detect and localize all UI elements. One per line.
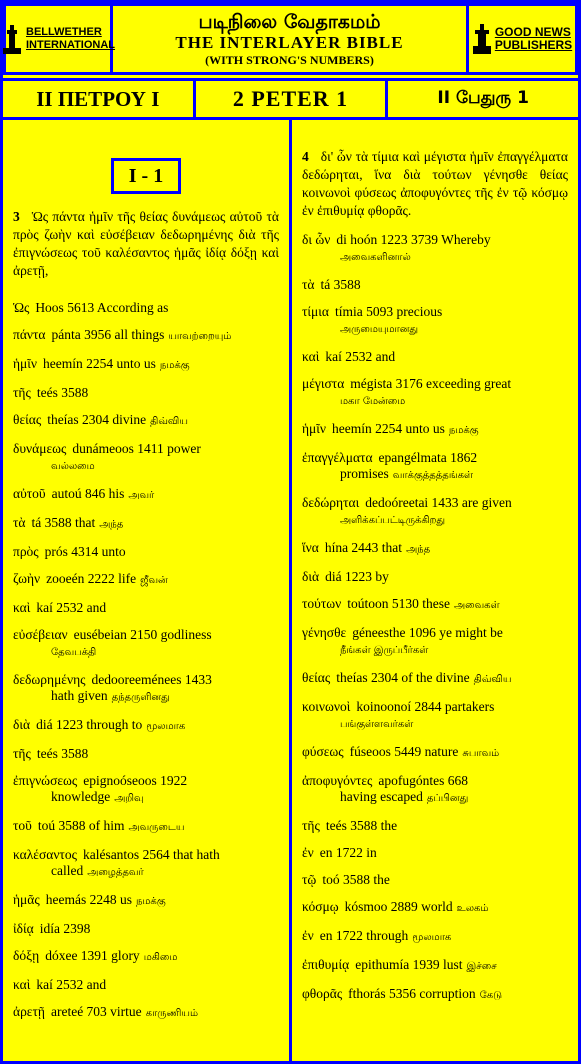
word-entry (302, 899, 568, 917)
word-entry (13, 515, 279, 533)
candle-emblem-icon (1, 22, 23, 56)
word-entry-line (13, 948, 279, 966)
word-entry-line (13, 847, 279, 863)
tamil-gloss: அவருடைய (128, 822, 185, 833)
verse-number: 3 (13, 209, 20, 224)
word-entry (13, 921, 279, 937)
word-entry-line (13, 717, 279, 735)
word-entry-continuation (302, 641, 568, 659)
word-entry-line (302, 376, 568, 392)
greek-word: καλέσαντος (13, 847, 77, 862)
tamil-gloss: மூலமாக (412, 932, 452, 943)
word-entry (13, 948, 279, 966)
greek-word: τῆς (302, 818, 320, 833)
word-entry (302, 625, 568, 659)
word-entry-line (13, 441, 279, 457)
word-entry-line (302, 450, 568, 466)
word-entry-line (13, 486, 279, 504)
greek-word: θείας (302, 670, 331, 685)
goodnews-logo-text (495, 26, 572, 52)
word-entry-line (302, 872, 568, 888)
left-word-list (13, 300, 279, 1022)
word-entry (13, 544, 279, 560)
word-entry-line (302, 596, 568, 614)
bellwether-logo-box (3, 3, 116, 75)
tamil-gloss: கேடு (479, 990, 503, 1001)
word-entry-line (13, 571, 279, 589)
book-greek: ΙΙ ΠΕΤΡΟΥ Ι (36, 86, 160, 111)
word-entry (302, 349, 568, 365)
word-entry-line (302, 304, 568, 320)
tamil-gloss: நீங்கள் இருப்பீர்கள் (340, 645, 429, 656)
gloss: tá 3588 that (31, 515, 96, 530)
word-entry (302, 232, 568, 266)
gloss: prós 4314 unto (44, 544, 126, 559)
right-column (292, 120, 578, 1061)
word-entry (13, 300, 279, 316)
gloss: mégista 3176 exceeding great (350, 376, 512, 391)
gloss: Hoos 5613 According as (35, 300, 169, 315)
word-entry-line (13, 412, 279, 430)
gloss: areteé 703 virtue (50, 1004, 142, 1019)
greek-word: Ὡς (13, 300, 30, 315)
gloss-continuation: hath given (51, 688, 108, 703)
gloss-continuation: having escaped (340, 789, 423, 804)
word-entry (302, 773, 568, 807)
gloss: apofugóntes 668 (378, 773, 468, 788)
gloss: tá 3588 (320, 277, 361, 292)
word-entry-line (13, 773, 279, 789)
tamil-gloss: திவ்விய (150, 416, 188, 427)
tamil-gloss: நமக்கு (159, 360, 190, 371)
tamil-gloss: காருணியம் (145, 1008, 199, 1019)
tamil-gloss: சுபாவம் (462, 748, 500, 759)
word-entry-line (302, 818, 568, 834)
book-tamil: II பேதுரு 1 (385, 81, 578, 117)
word-entry-continuation (302, 466, 568, 484)
gloss: en 1722 through (319, 928, 409, 943)
tamil-gloss: தப்பினது (426, 793, 469, 804)
word-entry (13, 571, 279, 589)
tamil-gloss: அறிவு (114, 793, 144, 804)
word-entry (302, 670, 568, 688)
goodnews-logo-box (466, 3, 578, 75)
word-entry-line (302, 670, 568, 688)
gloss: heemín 2254 unto us (332, 421, 445, 436)
greek-word: ἀρετῇ (13, 1004, 45, 1019)
greek-word: τῆς (13, 746, 31, 761)
word-entry (13, 385, 279, 401)
word-entry (302, 957, 568, 975)
tamil-gloss: நமக்கு (448, 425, 479, 436)
gloss: eusébeian 2150 godliness (73, 627, 212, 642)
greek-word: γένησθε (302, 625, 347, 640)
word-entry-line (13, 977, 279, 993)
tamil-gloss: பங்குள்ளவர்கள் (340, 719, 414, 730)
greek-word: ἡμῖν (302, 421, 327, 436)
word-entry-continuation (13, 643, 279, 661)
tamil-gloss: அவர் (128, 490, 155, 501)
word-entry-line (13, 515, 279, 533)
tamil-gloss: அழைத்தவர் (87, 867, 144, 878)
tamil-gloss: வல்லமை (51, 461, 95, 472)
word-entry (13, 327, 279, 345)
word-entry (13, 892, 279, 910)
word-entry-line (302, 699, 568, 715)
greek-word: πάντα (13, 327, 46, 342)
word-entry-line (13, 672, 279, 688)
word-entry (13, 1004, 279, 1022)
word-entry-line (302, 845, 568, 861)
greek-word: τίμια (302, 304, 329, 319)
verse-text: δι' ὧν τὰ τίμια καὶ μέγιστα ἡμῖν ἐπαγγέλματα δεδώρηται, ἵνα διὰ τούτων γένησθε θείας κοινωνοὶ φύσεως ἀποφυγόντες τῆς ἐν τῷ κόσμῳ ἐν ἐπιθυμίᾳ φθορᾶς. (302, 149, 568, 218)
word-entry (302, 845, 568, 861)
greek-word: δεδώρηται (302, 495, 360, 510)
word-entry-line (302, 277, 568, 293)
word-entry (302, 744, 568, 762)
word-entry (13, 977, 279, 993)
greek-word: φύσεως (302, 744, 344, 759)
gloss: zooeén 2222 life (46, 571, 137, 586)
page-subtitle: (WITH STRONG'S NUMBERS) (205, 53, 374, 67)
greek-word: δι ὧν (302, 232, 331, 247)
word-entry (302, 699, 568, 733)
gloss: toútoon 5130 these (347, 596, 451, 611)
page-title: THE INTERLAYER BIBLE (175, 33, 404, 52)
book-emblem-icon (472, 22, 492, 56)
tamil-gloss: அவைகளினால் (340, 252, 411, 263)
gloss: teés 3588 the (325, 818, 398, 833)
word-entry-continuation (302, 789, 568, 807)
gloss: fthorás 5356 corruption (348, 986, 476, 1001)
gloss: theías 2304 divine (47, 412, 147, 427)
word-entry (302, 928, 568, 946)
word-entry (13, 672, 279, 706)
book-english: 2 PETER 1 (193, 81, 386, 117)
gloss: toú 3588 of him (37, 818, 125, 833)
gloss: kalésantos 2564 that hath (82, 847, 220, 862)
word-entry-continuation (13, 789, 279, 807)
columns (3, 120, 578, 1061)
greek-word: κόσμῳ (302, 899, 339, 914)
greek-word: ἐν (302, 928, 314, 943)
tamil-gloss: தேவபக்தி (51, 647, 97, 658)
word-entry (13, 746, 279, 762)
greek-word: καὶ (302, 349, 320, 364)
word-entry (13, 717, 279, 735)
word-entry-line (13, 544, 279, 560)
bellwether-logo (1, 22, 115, 56)
word-entry-continuation (302, 320, 568, 338)
word-entry (302, 569, 568, 585)
greek-word: ἰδίᾳ (13, 921, 34, 936)
greek-word: ἡμῖν (13, 356, 38, 371)
left-column (3, 120, 292, 1061)
word-entry-line (302, 773, 568, 789)
gloss: dunámeoos 1411 power (72, 441, 201, 456)
word-entry (13, 600, 279, 616)
word-entry-line (13, 818, 279, 836)
greek-word: τούτων (302, 596, 342, 611)
word-entry (13, 441, 279, 475)
gloss: heemín 2254 unto us (43, 356, 156, 371)
tamil-gloss: திவ்விய (473, 674, 512, 685)
bellwether-logo-text (26, 26, 115, 52)
tamil-gloss: அளிக்கப்பட்டிருக்கிறது (340, 515, 446, 526)
greek-word: ζωὴν (13, 571, 41, 586)
gloss: hína 2443 that (324, 540, 403, 555)
verse-4 (302, 148, 568, 220)
word-entry (302, 596, 568, 614)
greek-word: διὰ (13, 717, 31, 732)
word-entry-line (302, 744, 568, 762)
word-entry-line (302, 232, 568, 248)
gloss: kaí 2532 and (36, 600, 107, 615)
gloss: dedooreeménees 1433 (91, 672, 212, 687)
word-entry (13, 627, 279, 661)
word-entry-line (302, 625, 568, 641)
tamil-gloss: இச்சை (466, 961, 497, 972)
gloss: koinoonoí 2844 partakers (356, 699, 495, 714)
greek-word: ἡμᾶς (13, 892, 40, 907)
word-entry-line (13, 892, 279, 910)
gloss: toó 3588 the (322, 872, 390, 887)
tamil-gloss: மூலமாக (146, 721, 186, 732)
greek-word: τῷ (302, 872, 317, 887)
word-entry (13, 486, 279, 504)
gloss: géneesthe 1096 ye might be (352, 625, 503, 640)
greek-word: ἐπαγγέλματα (302, 450, 373, 465)
word-entry (302, 872, 568, 888)
gloss: theías 2304 of the divine (336, 670, 470, 685)
word-entry-continuation (13, 863, 279, 881)
word-entry (13, 818, 279, 836)
book-bar (3, 78, 578, 120)
greek-word: ἵνα (302, 540, 319, 555)
gloss: teés 3588 (36, 746, 89, 761)
greek-word: τὰ (302, 277, 315, 292)
tamil-gloss: ஜீவன் (140, 575, 168, 586)
word-entry-line (13, 300, 279, 316)
greek-word: τῆς (13, 385, 31, 400)
greek-word: μέγιστα (302, 376, 345, 391)
gloss: teés 3588 (36, 385, 89, 400)
greek-word: πρὸς (13, 544, 39, 559)
word-entry (302, 495, 568, 529)
logo-right-line1: GOOD NEWS (494, 25, 571, 39)
word-entry (13, 773, 279, 807)
gloss: heemás 2248 us (45, 892, 132, 907)
greek-word: τοῦ (13, 818, 32, 833)
word-entry-continuation (302, 392, 568, 410)
gloss: tímia 5093 precious (335, 304, 443, 319)
word-entry (302, 986, 568, 1004)
tamil-gloss: அவைகள் (454, 600, 500, 611)
gloss: epignoóseoos 1922 (83, 773, 188, 788)
word-entry (302, 376, 568, 410)
chapter-label: I - 1 (111, 158, 181, 194)
gloss: kaí 2532 and (36, 977, 107, 992)
verse-3 (13, 208, 279, 280)
gloss-continuation: promises (340, 466, 389, 481)
word-entry-line (13, 627, 279, 643)
greek-word: καὶ (13, 977, 31, 992)
greek-word: αὐτοῦ (13, 486, 46, 501)
tamil-gloss: நமக்கு (135, 896, 166, 907)
greek-word: κοινωνοὶ (302, 699, 351, 714)
word-entry-continuation (302, 248, 568, 266)
gloss: epithumía 1939 lust (355, 957, 463, 972)
greek-word: δυνάμεως (13, 441, 67, 456)
tamil-gloss: அந்த (406, 544, 431, 555)
gloss: diá 1223 through to (36, 717, 143, 732)
greek-word: δόξῃ (13, 948, 40, 963)
greek-word: ἐν (302, 845, 314, 860)
title-box (113, 3, 466, 75)
word-entry-line (302, 957, 568, 975)
word-entry-continuation (302, 715, 568, 733)
greek-word: διὰ (302, 569, 320, 584)
greek-word: ἐπιθυμίᾳ (302, 957, 350, 972)
word-entry-line (302, 495, 568, 511)
word-entry-line (13, 1004, 279, 1022)
word-entry-continuation (302, 511, 568, 529)
word-entry-line (13, 600, 279, 616)
gloss: dedoóreetai 1433 are given (365, 495, 512, 510)
greek-word: ἐπιγνώσεως (13, 773, 78, 788)
word-entry-line (302, 349, 568, 365)
gloss: kaí 2532 and (325, 349, 396, 364)
verse-text: Ὡς πάντα ἡμῖν τῆς θείας δυνάμεως αὐτοῦ τὰ πρὸς ζωὴν καὶ εὐσέβειαν δεδωρημένης διὰ τῆς ἐπιγνώσεως τοῦ καλέσαντος ἡμᾶς ἰδίᾳ δόξῃ καὶ ἀρετῇ, (13, 209, 279, 278)
gloss: fúseoos 5449 nature (349, 744, 459, 759)
right-word-list (302, 232, 568, 1004)
word-entry-line (13, 921, 279, 937)
tamil-gloss: அந்த (99, 519, 124, 530)
word-entry (302, 450, 568, 484)
word-entry-line (13, 327, 279, 345)
tamil-gloss: மகிமை (143, 952, 178, 963)
word-entry (302, 818, 568, 834)
gloss: epangélmata 1862 (378, 450, 478, 465)
word-entry-line (13, 385, 279, 401)
tamil-gloss: யாவற்றையும் (168, 331, 232, 342)
header (3, 3, 578, 78)
word-entry (302, 421, 568, 439)
word-entry (13, 412, 279, 430)
greek-word: εὐσέβειαν (13, 627, 68, 642)
logo-right-line2: PUBLISHERS (494, 38, 573, 52)
logo-left-line1: BELLWETHER (26, 26, 102, 38)
word-entry (13, 847, 279, 881)
word-entry-line (302, 928, 568, 946)
gloss: autoú 846 his (51, 486, 125, 501)
gloss: pánta 3956 all things (51, 327, 165, 342)
gloss: idía 2398 (39, 921, 91, 936)
gloss: dóxee 1391 glory (45, 948, 140, 963)
tamil-gloss: தந்தருளினது (111, 692, 170, 703)
gloss-continuation: called (51, 863, 84, 878)
word-entry-line (302, 421, 568, 439)
word-entry-line (13, 356, 279, 374)
word-entry (302, 304, 568, 338)
word-entry-line (302, 569, 568, 585)
gloss: di hoón 1223 3739 Whereby (336, 232, 491, 247)
logo-left-line2: INTERNATIONAL (26, 39, 116, 51)
tamil-gloss: உலகம் (456, 903, 489, 914)
word-entry (302, 540, 568, 558)
gloss: kósmoo 2889 world (344, 899, 453, 914)
word-entry-line (302, 899, 568, 917)
greek-word: θείας (13, 412, 42, 427)
tamil-gloss: வாக்குத்தத்தங்கள் (392, 470, 474, 481)
word-entry-line (13, 746, 279, 762)
tamil-gloss: அருமையுமானது (340, 324, 419, 335)
tamil-gloss: மகா மேன்மை (340, 396, 406, 407)
word-entry-continuation (13, 457, 279, 475)
greek-word: τὰ (13, 515, 26, 530)
verse-number: 4 (302, 149, 309, 164)
word-entry-line (302, 986, 568, 1004)
word-entry-continuation (13, 688, 279, 706)
greek-word: ἀποφυγόντες (302, 773, 373, 788)
word-entry (13, 356, 279, 374)
greek-word: δεδωρημένης (13, 672, 86, 687)
goodnews-logo (472, 22, 572, 56)
greek-word: φθορᾶς (302, 986, 343, 1001)
gloss: diá 1223 by (325, 569, 389, 584)
title-tamil: படிநிலை வேதாகமம் (198, 11, 381, 33)
greek-word: καὶ (13, 600, 31, 615)
word-entry-line (302, 540, 568, 558)
gloss-continuation: knowledge (51, 789, 111, 804)
word-entry (302, 277, 568, 293)
gloss: en 1722 in (319, 845, 377, 860)
